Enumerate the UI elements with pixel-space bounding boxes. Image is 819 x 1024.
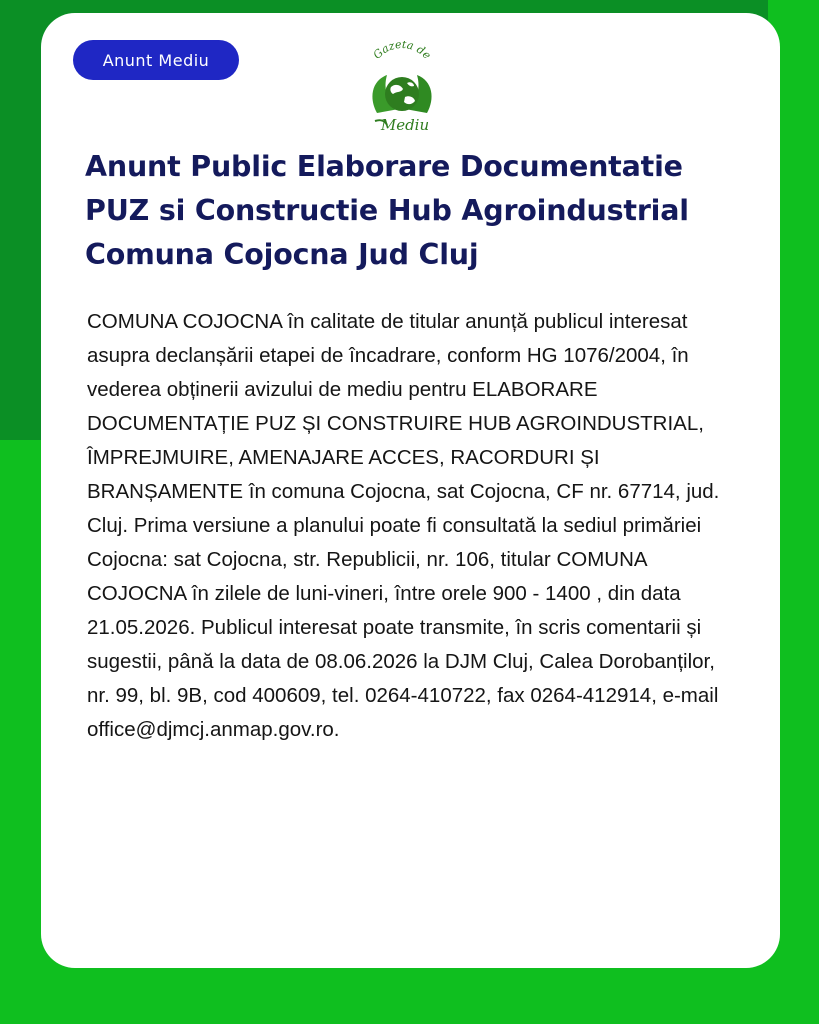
svg-text:Mediu: Mediu xyxy=(380,116,430,133)
svg-text:Gazeta de: Gazeta de xyxy=(370,41,434,62)
announcement-card xyxy=(41,13,780,968)
category-badge-label: Anunt Mediu xyxy=(102,50,210,70)
globe-leaf-icon xyxy=(357,41,447,133)
category-badge[interactable] xyxy=(73,40,239,80)
announcement-body: COMUNA COJOCNA în calitate de titular anunță publicul interesat asupra declanșării etapei de încadrare, conform HG 1076/2004, în vederea obținerii avizului de mediu pentru ELABORARE DOCUMENTAȚIE PUZ ȘI CONSTRUIRE HUB AGROINDUSTRIAL, ÎMPREJMUIRE, AMENAJARE ACCES, RACORDURI ȘI BRANȘAMENTE în comuna Cojocna, sat Cojocna, CF nr. 67714, jud. Cluj. Prima versiune a planului poate fi consultată la sediul primăriei Cojocna: sat Cojocna, str. Republicii, nr. 106, titular COMUNA COJOCNA în zilele de luni-vineri, între orele 900 - 1400 , din data 21.05.2026. Publicul interesat poate transmite, în scris comentarii și sugestii, până la data de 08.06.2026 la DJM Cluj, Calea Dorobanților, nr. 99, bl. 9B, cod 400609, tel. 0264-410722, fax 0264-412914, e-mail office@djmcj.anmap.gov.ro. xyxy=(87,310,720,741)
announcement-title: Anunt Public Elaborare Documentatie PUZ si Constructie Hub Agroindustrial Comuna Cojocna Jud Cluj xyxy=(85,150,689,271)
gazeta-de-mediu-logo xyxy=(357,41,447,133)
